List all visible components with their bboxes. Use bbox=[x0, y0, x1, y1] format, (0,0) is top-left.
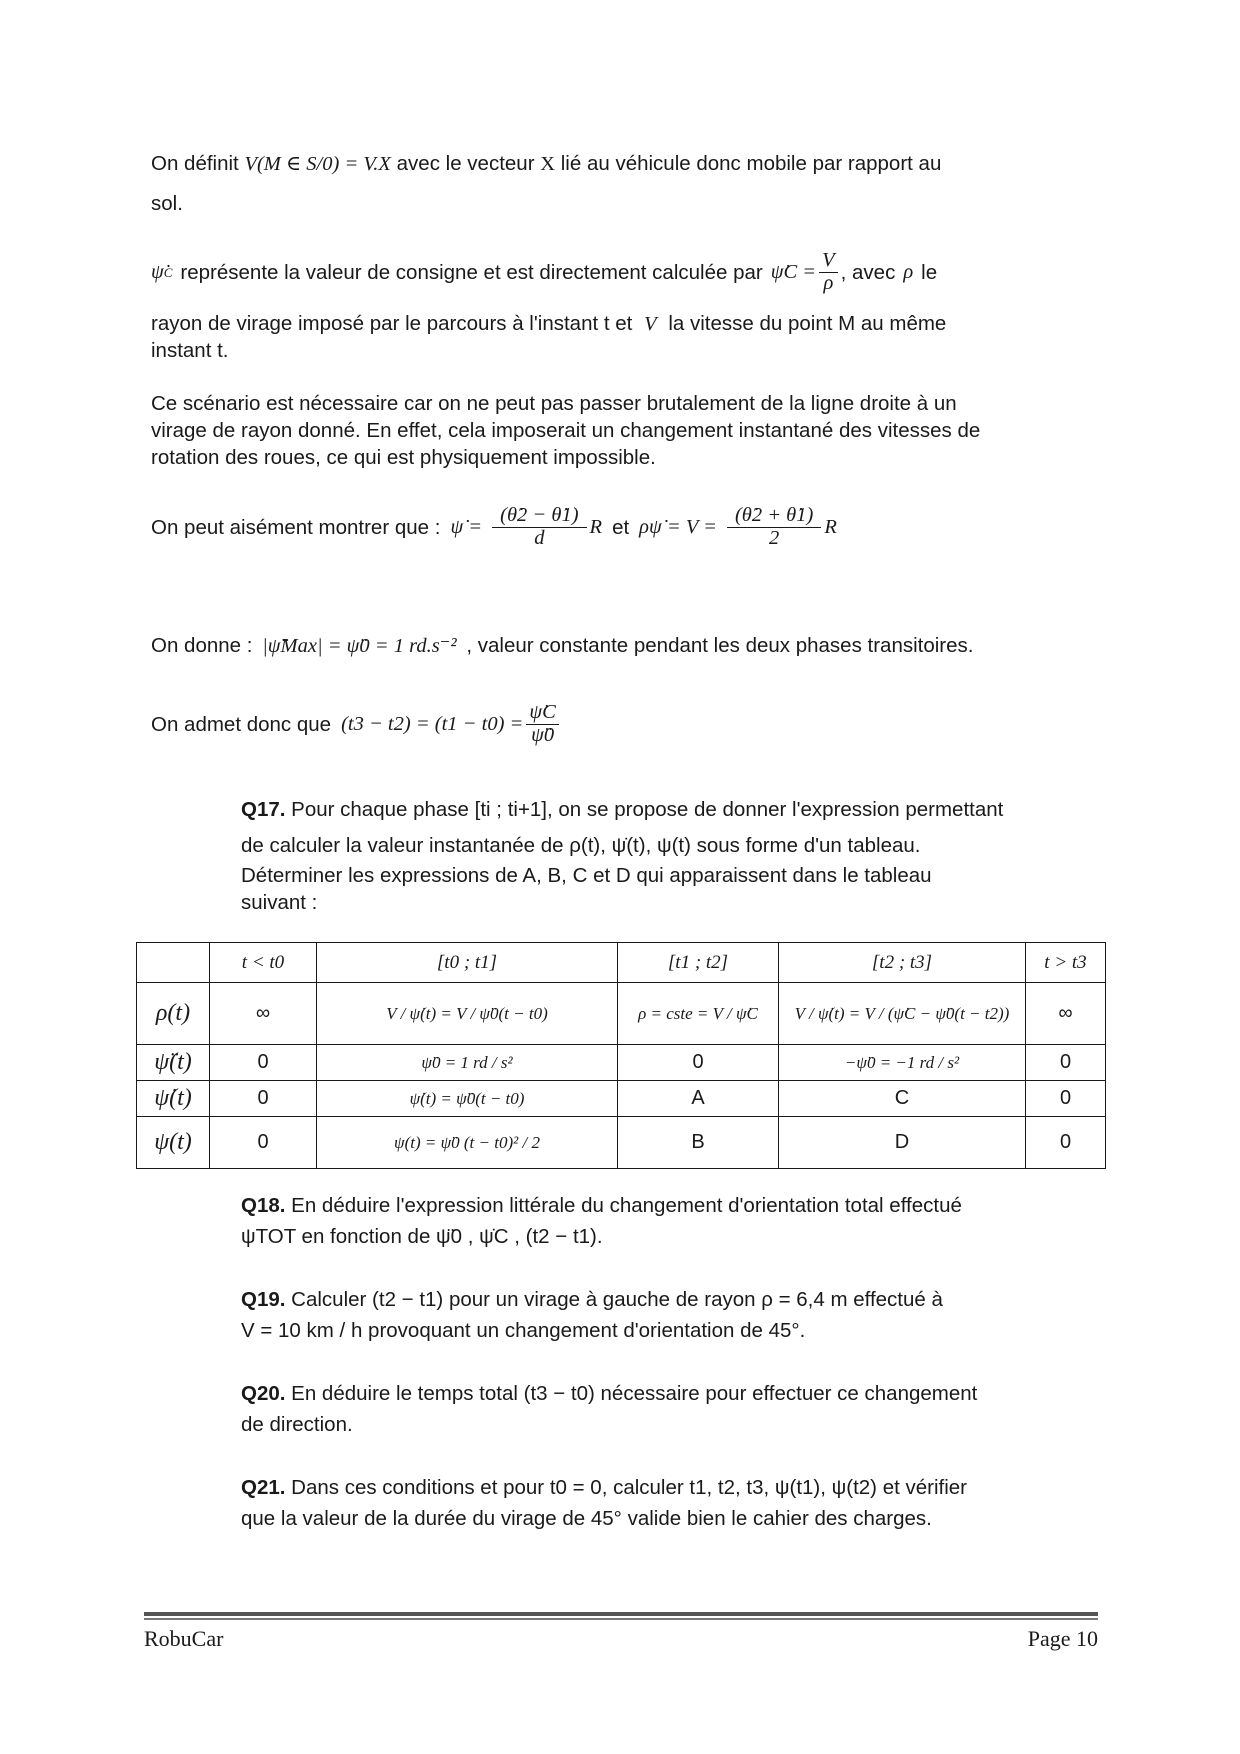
para-given-acceleration bbox=[151, 632, 973, 660]
table-cell: 0 bbox=[210, 1081, 317, 1117]
math-rho-psi: ρψ̇ = V = bbox=[639, 515, 717, 538]
table-cell: ∞ bbox=[210, 983, 317, 1045]
fraction-v-over-rho bbox=[819, 250, 838, 294]
math-durations: (t3 − t2) = (t1 − t0) = bbox=[341, 712, 524, 735]
row-label: ρ(t) bbox=[137, 983, 210, 1045]
frac-num: ψ̇C bbox=[526, 702, 558, 725]
table-header-cell: [t0 ; t1] bbox=[317, 943, 618, 983]
math-psi-c: ψ̇C = bbox=[770, 260, 817, 283]
text: et bbox=[612, 515, 630, 539]
para-durations bbox=[151, 702, 562, 746]
para-setpoint bbox=[151, 250, 1101, 294]
footer-title: RobuCar bbox=[144, 1626, 224, 1651]
table-cell: ψ(t) = ψ̈0 (t − t0)² / 2 bbox=[317, 1117, 618, 1169]
text: , valeur constante pendant les deux phases transitoires. bbox=[466, 634, 974, 657]
table-row bbox=[137, 1117, 1106, 1169]
para-velocity-definition bbox=[151, 150, 1101, 178]
table-cell: −ψ̈0 = −1 rd / s² bbox=[779, 1045, 1026, 1081]
table-cell: C bbox=[779, 1081, 1026, 1117]
frac-den: 2 bbox=[769, 526, 780, 549]
text: On définit bbox=[151, 152, 239, 175]
para-kinematics bbox=[151, 505, 837, 549]
text: On admet donc que bbox=[151, 712, 332, 736]
footer-rule bbox=[144, 1612, 1098, 1616]
frac-den: d bbox=[534, 526, 545, 549]
para-line: Ce scénario est nécessaire car on ne peut pas passer brutalement de la ligne droite à un bbox=[151, 392, 957, 415]
question-line: Pour chaque phase [ti ; ti+1], on se propose de donner l'expression permettant bbox=[291, 798, 1004, 821]
question-q20 bbox=[241, 1380, 1101, 1438]
table-cell: ψ̈0 = 1 rd / s² bbox=[317, 1045, 618, 1081]
table-header-cell: [t1 ; t2] bbox=[618, 943, 779, 983]
text: On donne : bbox=[151, 634, 253, 657]
question-line: ψTOT en fonction de ψ̈0 , ψ̇C , (t2 − t1). bbox=[241, 1225, 603, 1248]
row-label: ψ̇(t) bbox=[137, 1081, 210, 1117]
table-cell: ρ = cste = V / ψ̇C bbox=[618, 983, 779, 1045]
text: On peut aisément montrer que : bbox=[151, 515, 441, 539]
table-cell: ∞ bbox=[1026, 983, 1106, 1045]
table-cell: 0 bbox=[210, 1117, 317, 1169]
question-line: de calculer la valeur instantanée de ρ(t), ψ̇(t), ψ(t) sous forme d'un tableau. bbox=[241, 834, 921, 857]
row-label: ψ̈(t) bbox=[137, 1045, 210, 1081]
para-line: sol. bbox=[151, 192, 183, 215]
text: avec le vecteur bbox=[396, 152, 535, 175]
math-sub: C bbox=[163, 264, 173, 280]
para-line: virage de rayon donné. En effet, cela imposerait un changement instantané des vitesses de bbox=[151, 419, 981, 442]
table-cell: 0 bbox=[1026, 1045, 1106, 1081]
question-line: Calculer (t2 − t1) pour un virage à gauche de rayon ρ = 6,4 m effectué à bbox=[291, 1288, 943, 1311]
question-label: Q18. bbox=[241, 1194, 286, 1217]
question-line: que la valeur de la durée du virage de 45° valide bien le cahier des charges. bbox=[241, 1507, 932, 1530]
table-header-cell: [t2 ; t3] bbox=[779, 943, 1026, 983]
table-cell: 0 bbox=[618, 1045, 779, 1081]
text: le bbox=[921, 260, 938, 284]
frac-num: V bbox=[819, 250, 838, 273]
question-q21 bbox=[241, 1474, 1101, 1532]
table-header-row bbox=[137, 943, 1106, 983]
frac-den: ρ bbox=[823, 271, 834, 294]
math-psi-dot-eq: ψ̇ = bbox=[450, 515, 483, 538]
table-header-cell: t < t0 bbox=[210, 943, 317, 983]
math-velocity: V(M ∈ S/0) = V.X bbox=[244, 153, 391, 175]
math-r: R bbox=[824, 515, 837, 538]
question-line: suivant : bbox=[241, 891, 318, 914]
table-cell: 0 bbox=[1026, 1081, 1106, 1117]
table-cell: ψ̇(t) = ψ̈0(t − t0) bbox=[317, 1081, 618, 1117]
frac-den: ψ̈0 bbox=[531, 723, 555, 746]
question-q17 bbox=[241, 796, 1101, 916]
page-number: Page 10 bbox=[1027, 1626, 1098, 1651]
text: lié au véhicule donc mobile par rapport au bbox=[560, 152, 942, 175]
text: rayon de virage imposé par le parcours à l'instant t et bbox=[151, 312, 633, 335]
math-r: R bbox=[589, 515, 603, 538]
table-row bbox=[137, 1081, 1106, 1117]
table-cell: V / ψ̇(t) = V / (ψ̇C − ψ̈0(t − t2)) bbox=[779, 983, 1026, 1045]
table-cell: 0 bbox=[1026, 1117, 1106, 1169]
question-line: En déduire l'expression littérale du changement d'orientation total effectué bbox=[291, 1194, 962, 1217]
question-label: Q19. bbox=[241, 1288, 286, 1311]
text: la vitesse du point M au même bbox=[668, 312, 947, 335]
row-label: ψ(t) bbox=[137, 1117, 210, 1169]
question-line: Déterminer les expressions de A, B, C et D qui apparaissent dans le tableau bbox=[241, 864, 932, 887]
para-line bbox=[151, 310, 1101, 338]
math-rho: ρ bbox=[903, 260, 914, 283]
text: , avec bbox=[840, 260, 896, 284]
table-row bbox=[137, 983, 1106, 1045]
frac-num: (θ̇2 − θ̇1) bbox=[492, 505, 586, 528]
table-cell: D bbox=[779, 1117, 1026, 1169]
question-line: de direction. bbox=[241, 1413, 353, 1436]
para-line: rotation des roues, ce qui est physiquement impossible. bbox=[151, 446, 656, 469]
fraction-theta-diff bbox=[492, 505, 586, 549]
math-v: V bbox=[644, 313, 657, 335]
text: représente la valeur de consigne et est directement calculée par bbox=[180, 260, 763, 284]
table-header-cell bbox=[137, 943, 210, 983]
frac-num: (θ̇2 + θ̇1) bbox=[727, 505, 821, 528]
table-header-cell: t > t3 bbox=[1026, 943, 1106, 983]
fraction-theta-sum bbox=[727, 505, 821, 549]
question-label: Q21. bbox=[241, 1476, 286, 1499]
math-psi-dot: ψ̇ bbox=[151, 260, 164, 283]
question-line: Dans ces conditions et pour t0 = 0, calculer t1, t2, t3, ψ(t1), ψ(t2) et vérifier bbox=[291, 1476, 967, 1499]
math-psi-ddot-max: |ψ̈Max| = ψ̈0 = 1 rd.s⁻² bbox=[262, 635, 457, 657]
question-q19 bbox=[241, 1286, 1101, 1344]
para-line: instant t. bbox=[151, 339, 229, 362]
question-label: Q17. bbox=[241, 798, 286, 821]
table-cell: B bbox=[618, 1117, 779, 1169]
fraction-psi bbox=[526, 702, 558, 746]
phase-table bbox=[136, 942, 1106, 1169]
question-q18 bbox=[241, 1192, 1101, 1250]
table-row bbox=[137, 1045, 1106, 1081]
question-line: En déduire le temps total (t3 − t0) nécessaire pour effectuer ce changement bbox=[291, 1382, 978, 1405]
math-x-vector: X bbox=[540, 153, 556, 175]
table-cell: 0 bbox=[210, 1045, 317, 1081]
table-cell: A bbox=[618, 1081, 779, 1117]
table-cell: V / ψ̇(t) = V / ψ̈0(t − t0) bbox=[317, 983, 618, 1045]
footer-rule bbox=[144, 1618, 1098, 1620]
question-line: V = 10 km / h provoquant un changement d'orientation de 45°. bbox=[241, 1319, 806, 1342]
question-label: Q20. bbox=[241, 1382, 286, 1405]
